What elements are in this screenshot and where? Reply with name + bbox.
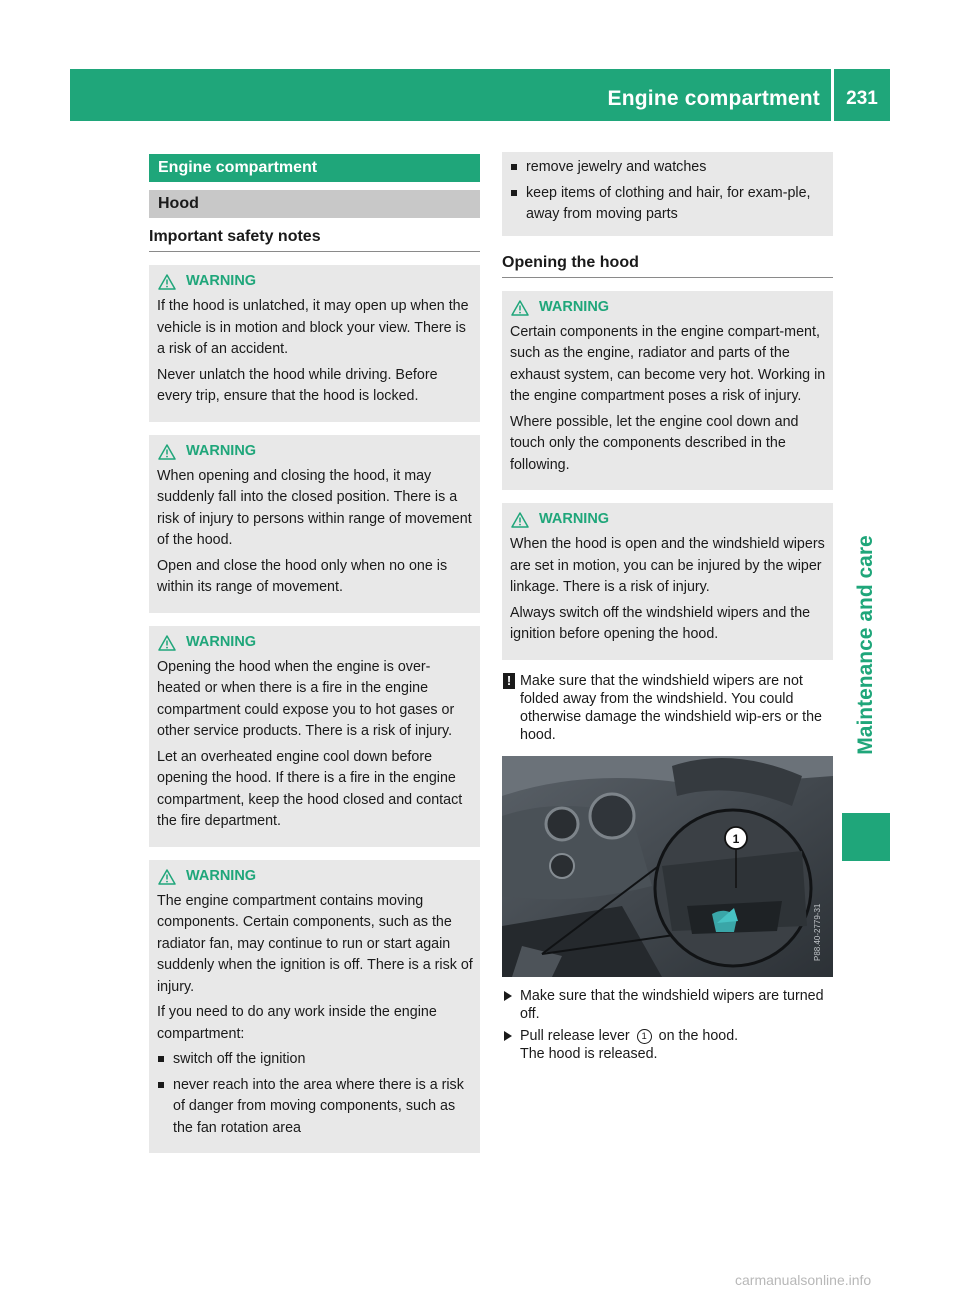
warning-text: Never unlatch the hood while driving. Before every trip, ensure that the hood is locked.: [157, 366, 438, 404]
step-list: [502, 987, 833, 1063]
warning-text: Let an overheated engine cool down before opening the hood. If there is a fire in the engine compartment, keep the hood closed and contact the fire department.: [157, 748, 463, 829]
warning-text: Opening the hood when the engine is over-heated or when there is a fire in the engine compartment could expose you to hot gases or other service products. There is a risk of injury.: [157, 658, 455, 739]
warning-header: [157, 866, 473, 888]
warning-label: WARNING: [186, 867, 257, 884]
exclamation-icon: !: [503, 673, 515, 689]
warning-label: WARNING: [186, 442, 257, 459]
warning-header: [157, 632, 473, 654]
warning-triangle-icon: [158, 869, 176, 885]
warning-label: WARNING: [539, 511, 610, 528]
warning-box: [502, 291, 833, 491]
callout-number-icon: 1: [637, 1029, 652, 1044]
warning-text: Open and close the hood only when no one is within its range of movement.: [157, 557, 448, 595]
subsection-title: Hood: [149, 190, 480, 218]
step-item: [502, 987, 833, 1023]
list-item: keep items of clothing and hair, for exam-ple, away from moving parts: [510, 183, 826, 226]
warning-header: [510, 509, 826, 531]
heading-safety-notes: Important safety notes: [149, 218, 480, 252]
step-text: Make sure that the windshield wipers are turned off.: [520, 987, 824, 1022]
warning-triangle-icon: [511, 300, 529, 316]
warning-triangle-icon: [158, 274, 176, 290]
warning-box: [149, 626, 480, 847]
page-header: [70, 69, 890, 121]
warning-header: [157, 441, 473, 463]
warning-text: Always switch off the windshield wipers and the ignition before opening the hood.: [510, 604, 811, 642]
side-tab-marker: [842, 813, 890, 861]
heading-opening-hood: Opening the hood: [502, 236, 833, 278]
warning-box: [149, 435, 480, 613]
left-column: [149, 152, 480, 1153]
warning-box: [149, 860, 480, 1154]
dashboard-photo: [502, 756, 833, 977]
warning-header: [157, 271, 473, 293]
warning-box: [149, 265, 480, 422]
warning-label: WARNING: [539, 298, 610, 315]
note-text: Make sure that the windshield wipers are not folded away from the windshield. You could otherwise damage the windshield wip-ers or the hood.: [520, 672, 822, 743]
warning-triangle-icon: [158, 635, 176, 651]
side-tab-label: Maintenance and care: [854, 535, 877, 755]
warning-text: If you need to do any work inside the engine compartment:: [157, 1004, 437, 1042]
warning-triangle-icon: [511, 512, 529, 528]
caution-note: [502, 672, 833, 744]
step-text: Pull release lever: [520, 1027, 630, 1044]
warning-label: WARNING: [186, 633, 257, 650]
bullet-list: [510, 157, 826, 226]
step-result: The hood is released.: [520, 1045, 658, 1062]
warning-continuation-box: [502, 152, 833, 236]
page-number: 231: [846, 88, 878, 109]
warning-text: Where possible, let the engine cool down and touch only the components described in the following.: [510, 413, 799, 473]
header-title: Engine compartment: [607, 87, 820, 110]
step-item: [502, 1027, 833, 1063]
figure-code: P88.40-2779-31: [813, 903, 822, 961]
bullet-list: [157, 1049, 473, 1139]
warning-triangle-icon: [158, 444, 176, 460]
list-item: remove jewelry and watches: [510, 157, 826, 179]
warning-text: Certain components in the engine compart-ment, such as the engine, radiator and parts of the exhaust system, can become very hot. Working in the engine compartment poses a risk of injury.: [510, 323, 826, 404]
list-item: never reach into the area where there is a risk of danger from moving components, such as the fan rotation area: [157, 1075, 473, 1140]
figure-callout-number: 1: [732, 831, 740, 846]
warning-text: When the hood is open and the windshield wipers are set in motion, you can be injured by the wiper linkage. There is a risk of injury.: [510, 536, 825, 595]
right-column: [502, 152, 833, 1067]
warning-text: The engine compartment contains moving components. Certain components, such as the radiator fan, may continue to run or start again suddenly when the ignition is off. There is a risk of injury.: [157, 892, 473, 995]
section-title: Engine compartment: [149, 154, 480, 182]
hood-release-illustration: [502, 756, 833, 977]
step-text: on the hood.: [658, 1027, 739, 1044]
watermark: carmanualsonline.info: [735, 1272, 872, 1288]
list-item: switch off the ignition: [157, 1049, 473, 1071]
side-tab: [842, 495, 890, 795]
warning-text: If the hood is unlatched, it may open up when the vehicle is in motion and block your view. There is a risk of an accident.: [157, 298, 469, 357]
warning-label: WARNING: [186, 273, 257, 290]
warning-header: [510, 297, 826, 319]
warning-box: [502, 503, 833, 660]
warning-text: When opening and closing the hood, it may suddenly fall into the closed position. There is a risk of injury to persons within range of movement of the hood.: [157, 467, 472, 548]
